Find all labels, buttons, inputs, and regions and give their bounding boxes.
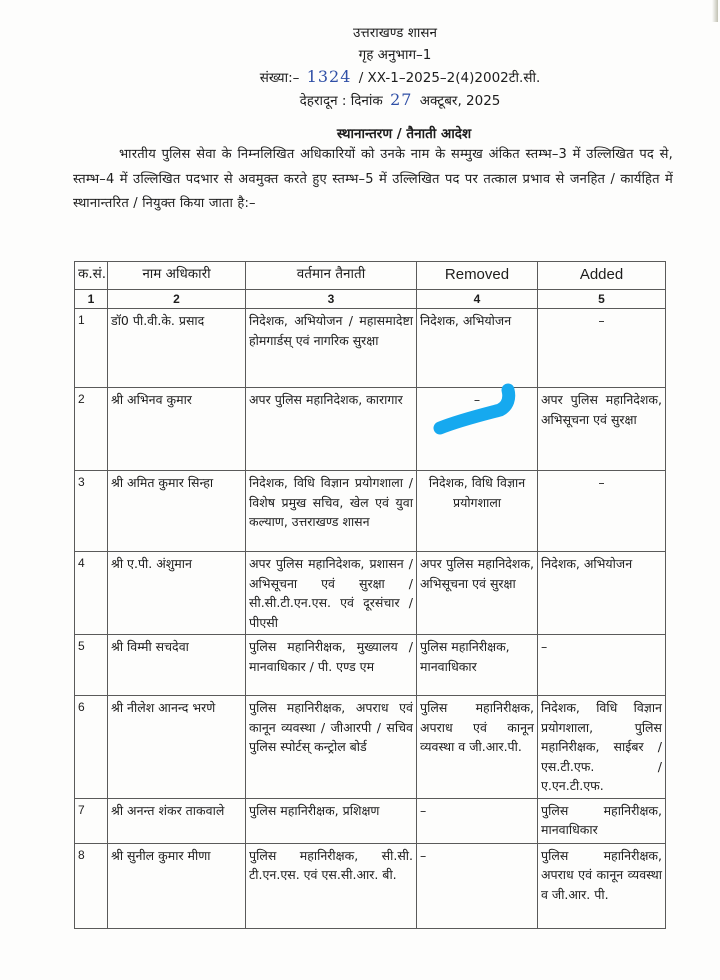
serial-number: 3	[75, 471, 108, 552]
current-posting: पुलिस महानिरीक्षक, सी.सी. टी.एन.एस. एवं एस.सी.आर. बी.	[246, 843, 417, 928]
officer-name: डॉ0 पी.वी.के. प्रसाद	[108, 309, 246, 388]
added-charge: निदेशक, अभियोजन	[538, 552, 666, 635]
added-charge: पुलिस महानिरीक्षक, मानवाधिकार	[538, 798, 666, 843]
removed-charge: –	[417, 798, 538, 843]
officer-name: श्री ए.पी. अंशुमान	[108, 552, 246, 635]
serial-number: 2	[75, 388, 108, 471]
table-row	[75, 635, 666, 696]
column-number-row	[75, 290, 666, 309]
serial-number: 5	[75, 635, 108, 696]
table-header-row	[75, 262, 666, 290]
place-date	[80, 89, 720, 112]
current-posting: पुलिस महानिरीक्षक, प्रशिक्षण	[246, 798, 417, 843]
added-charge: पुलिस महानिरीक्षक, अपराध एवं कानून व्यवस्था व जी.आर. पी.	[538, 843, 666, 928]
table-row	[75, 696, 666, 799]
table-row	[75, 388, 666, 471]
page-fold-shadow	[712, 0, 718, 22]
department-name: गृह अनुभाग–1	[358, 47, 432, 63]
removed-charge: पुलिस महानिरीक्षक, मानवाधिकार	[417, 635, 538, 696]
removed-charge: पुलिस महानिरीक्षक, अपराध एवं कानून व्यवस्था व जी.आर.पी.	[417, 696, 538, 799]
removed-charge: –	[417, 388, 538, 471]
serial-number: 7	[75, 798, 108, 843]
current-posting: अपर पुलिस महानिदेशक, प्रशासन / अभिसूचना एवं सुरक्षा / सी.सी.टी.एन.एस. एवं दूरसंचार / पीएसी	[246, 552, 417, 635]
date-suffix: अक्टूबर, 2025	[419, 93, 501, 109]
removed-charge: निदेशक, अभियोजन	[417, 309, 538, 388]
letterhead	[0, 22, 720, 112]
officer-name: श्री नीलेश आनन्द भरणे	[108, 696, 246, 799]
table-row	[75, 552, 666, 635]
header-officer-name: नाम अधिकारी	[108, 262, 246, 290]
date-handwritten-day: 27	[390, 90, 413, 109]
transfer-table	[74, 261, 666, 929]
added-charge: –	[538, 309, 666, 388]
officer-name: श्री सुनील कुमार मीणा	[108, 843, 246, 928]
table-row	[75, 798, 666, 843]
table-row	[75, 471, 666, 552]
serial-number: 6	[75, 696, 108, 799]
header-removed: Removed	[417, 262, 538, 290]
header-current-posting: वर्तमान तैनाती	[246, 262, 417, 290]
header-serial-number: क.सं.	[75, 262, 108, 290]
current-posting: अपर पुलिस महानिदेशक, कारागार	[246, 388, 417, 471]
reference-suffix: / XX-1–2025–2(4)2002टी.सी.	[358, 70, 541, 86]
current-posting: निदेशक, अभियोजन / महासमादेष्टा होमगार्डस् एवं नागरिक सुरक्षा	[246, 309, 417, 388]
government-name: उत्तराखण्ड शासन	[352, 25, 437, 41]
serial-number: 8	[75, 843, 108, 928]
reference-number	[80, 66, 720, 89]
officer-name: श्री विम्मी सचदेवा	[108, 635, 246, 696]
reference-handwritten-number: 1324	[306, 67, 352, 86]
header-added: Added	[538, 262, 666, 290]
added-charge: –	[538, 471, 666, 552]
current-posting: पुलिस महानिरीक्षक, अपराध एवं कानून व्यवस्था / जीआरपी / सचिव पुलिस स्पोर्टस् कन्ट्रोल बोर्ड	[246, 696, 417, 799]
column-number: 2	[108, 290, 246, 309]
removed-charge: निदेशक, विधि विज्ञान प्रयोगशाला	[417, 471, 538, 552]
removed-charge: अपर पुलिस महानिदेशक, अभिसूचना एवं सुरक्षा	[417, 552, 538, 635]
column-number: 3	[246, 290, 417, 309]
serial-number: 4	[75, 552, 108, 635]
table-row	[75, 309, 666, 388]
order-title-wrap	[0, 124, 720, 142]
added-charge: –	[538, 635, 666, 696]
intro-paragraph: भारतीय पुलिस सेवा के निम्नलिखित अधिकारियों को उनके नाम के सम्मुख अंकित स्तम्भ–3 में उल्लिखित पद से, स्तम्भ–4 में उल्लिखित पदभार से अवमुक्त करते हुए स्तम्भ–5 में उल्लिखित पद पर तत्काल प्रभाव से जनहित / कार्यहित में स्थानान्तरित / नियुक्त किया जाता है:–	[73, 147, 673, 211]
current-posting: निदेशक, विधि विज्ञान प्रयोगशाला / विशेष प्रमुख सचिव, खेल एवं युवा कल्याण, उत्तराखण्ड शासन	[246, 471, 417, 552]
current-posting: पुलिस महानिरीक्षक, मुख्यालय / मानवाधिकार / पी. एण्ड एम	[246, 635, 417, 696]
officer-name: श्री अमित कुमार सिन्हा	[108, 471, 246, 552]
removed-charge: –	[417, 843, 538, 928]
officer-name: श्री अनन्त शंकर ताकवाले	[108, 798, 246, 843]
reference-label: संख्या:–	[259, 70, 300, 86]
added-charge: अपर पुलिस महानिदेशक, अभिसूचना एवं सुरक्षा	[538, 388, 666, 471]
column-number: 4	[417, 290, 538, 309]
column-number: 5	[538, 290, 666, 309]
place-date-label: देहरादून : दिनांक	[299, 93, 383, 109]
serial-number: 1	[75, 309, 108, 388]
order-title: स्थानान्तरण / तैनाती आदेश	[336, 126, 472, 142]
added-charge: निदेशक, विधि विज्ञान प्रयोगशाला, पुलिस महानिरीक्षक, साईबर / एस.टी.एफ. / ए.एन.टी.एफ.	[538, 696, 666, 799]
table-row	[75, 843, 666, 928]
column-number: 1	[75, 290, 108, 309]
officer-name: श्री अभिनव कुमार	[108, 388, 246, 471]
